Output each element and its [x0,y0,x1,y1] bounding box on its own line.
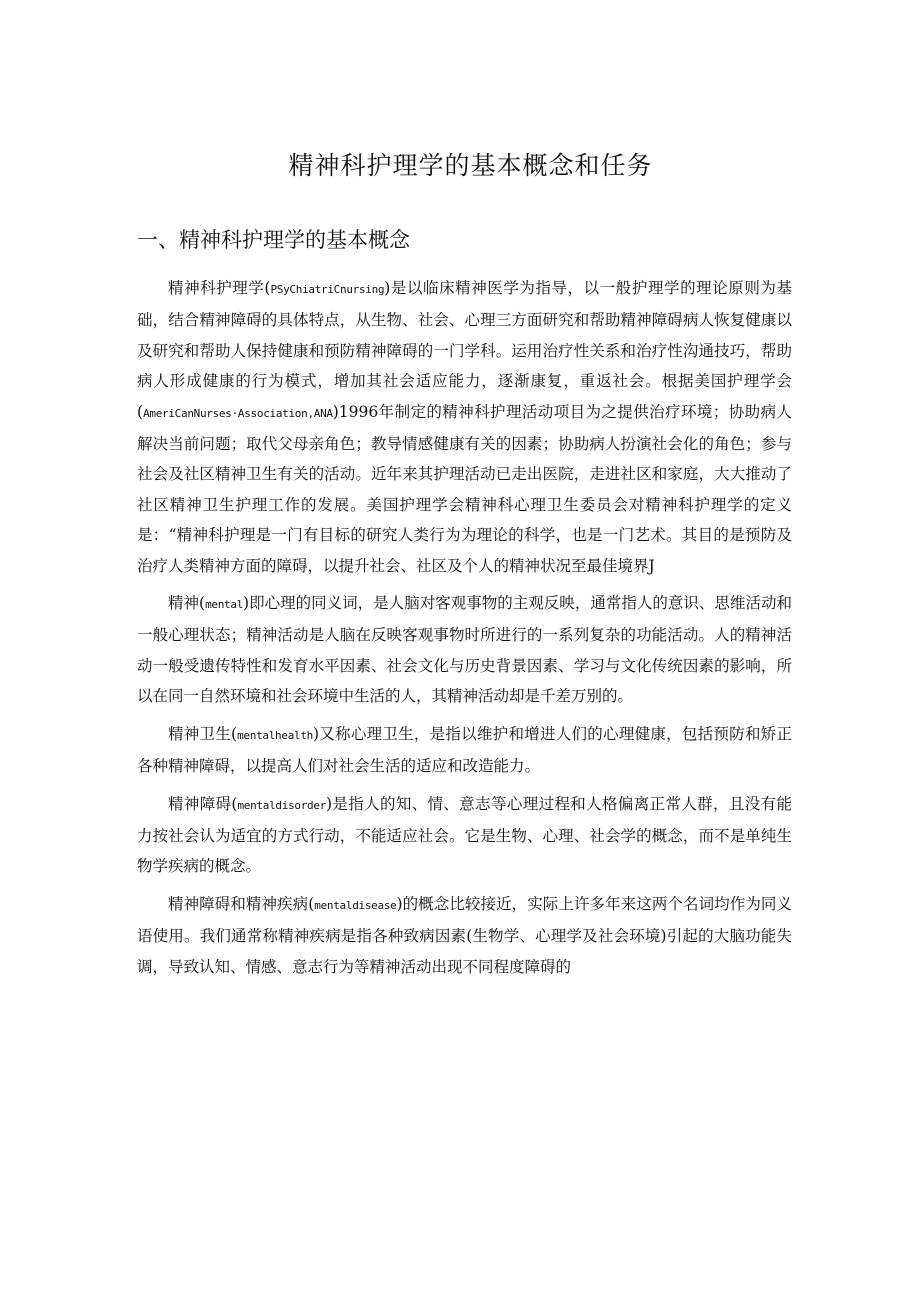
paragraph-text: )1996年制定的精神科护理活动项目为之提供治疗环境；协助病人解决当前问题；取代父母亲角色；教导情感健康有关的因素；协助病人扮演社会化的角色；参与社会及社区精神卫生有关的活动。近年来其护理活动已走出医院，走进社区和家庭，大大推动了社区精神卫生护理工作的发展。美国护理学会精神科心理卫生委员会对精神科护理学的定义是：“精神科护理是一门有目标的研究人类行为为理论的科学，也是一门艺术。其目的是预防及治疗人类精神方面的障碍，以提升社会、社区及个人的精神状况至最佳境界J [137,402,792,575]
english-term: mentaldisorder [237,798,327,812]
paragraph-text: 精神障碍( [168,794,238,813]
paragraph-text: )是以临床精神医学为指导，以一般护理学的理论原则为基础，结合精神障碍的具体特点，从生物、社会、心理三方面研究和帮助精神障碍病人恢复健康以及研究和帮助人保持健康和预防精神障碍的一门学科。运用治疗性关系和治疗性沟通技巧，帮助病人形成健康的行为模式，增加其社会适应能力，逐渐康复，重返社会。根据美国护理学会( [137,279,792,421]
section-heading: 一、精神科护理学的基本概念 [137,228,410,252]
paragraph-text: 精神障碍和精神疾病( [168,894,315,913]
english-term: AmeriCanNurses·Association,ANA [143,406,333,420]
english-term: mental [205,598,244,612]
paragraph-text: )又称心理卫生，是指以维护和增进人们的心理健康，包括预防和矫正各种精神障碍，以提高人们对社会生活的适应和改造能力。 [137,724,792,776]
body-text [137,273,792,982]
english-term: PSyChiatriCnursing [270,283,385,296]
english-term: mentalhealth [237,728,313,742]
paragraph-text: 精神科护理学( [168,279,271,297]
paragraph-mental [137,588,792,712]
paragraph-psychiatric-nursing [137,273,792,581]
paragraph-text: )即心理的同义词，是人脑对客观事物的主观反映，通常指人的意识、思维活动和一般心理状态；精神活动是人脑在反映客观事物时所进行的一系列复杂的功能活动。人的精神活动一般受遗传特性和发育水平因素、社会文化与历史背景因素、学习与文化传统因素的影响，所以在同一自然环境和社会环境中生活的人，其精神活动却是千差万别的。 [137,594,792,706]
paragraph-mental-disorder [137,789,792,882]
english-term: mentaldisease [314,898,397,912]
paragraph-mental-health [137,719,792,782]
paragraph-mental-disease [137,889,792,982]
paragraph-text: 精神( [168,594,206,613]
paragraph-text: )的概念比较接近，实际上许多年来这两个名词均作为同义语使用。我们通常称精神疾病是指各种致病因素(生物学、心理学及社会环境)引起的大脑功能失调，导致认知、情感、意志行为等精神活动出现不同程度障碍的 [137,894,792,976]
paragraph-text: 精神卫生( [168,724,238,743]
document-title: 精神科护理学的基本概念和任务 [288,151,653,180]
paragraph-text: )是指人的知、情、意志等心理过程和人格偏离正常人群，且没有能力按社会认为适宜的方式行动，不能适应社会。它是生物、心理、社会学的概念，而不是单纯生物学疾病的概念。 [137,794,792,876]
